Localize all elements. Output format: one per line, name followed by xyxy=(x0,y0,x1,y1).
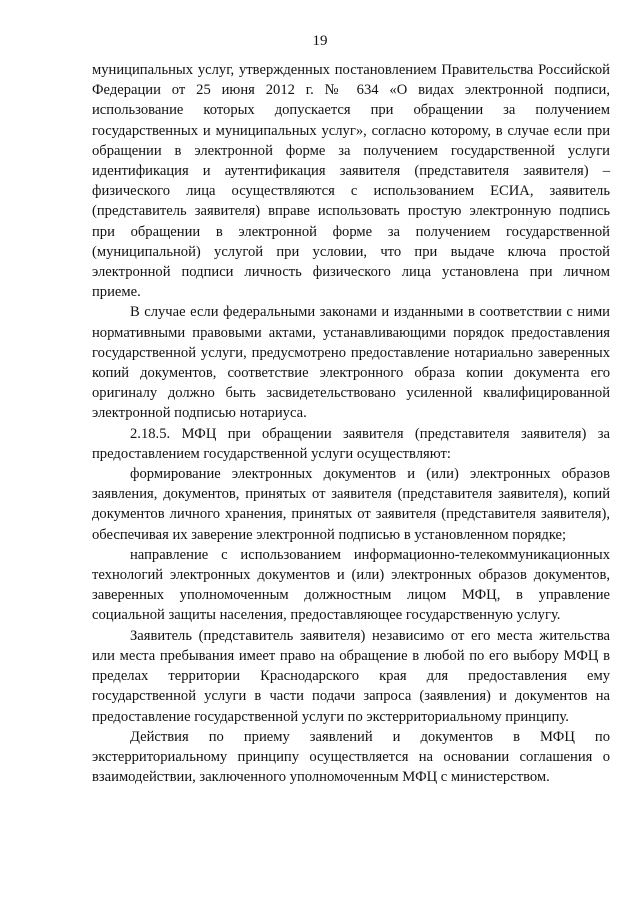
paragraph-clause-2-18-5: 2.18.5. МФЦ при обращении заявителя (представителя заявителя) за предоставлением государственной услуги осуществляют: xyxy=(92,425,610,462)
paragraph-sending-documents: направление с использованием информационно-телекоммуникационных технологий электронных документов и (или) электронных образов документов, заверенных уполномоченным должностным лицом МФЦ, в управление социальной защиты населения, предоставляющее государственную услугу. xyxy=(92,546,610,624)
paragraph-notary-copies: В случае если федеральными законами и изданными в соответствии с ними нормативными правовыми актами, устанавливающими порядок предоставления государственной услуги, предусмотрено предоставление нотариально заверенных копий документов, соответствие электронного образа копии документа его оригиналу должно быть засвидетельствовано усиленной квалифицированной электронной подписью нотариуса. xyxy=(92,304,610,422)
paragraph-continuation: муниципальных услуг, утвержденных постановлением Правительства Российской Федерации от 25 июня 2012 г. № 634 «О видах электронной подписи, использование которых допускается при обращении за получением государственных и муниципальных услуг», согласно которому, в случае если при обращении в электронной форме за получением государственной услуги идентификация и аутентификация заявителя (представителя заявителя) – физического лица осуществляются с использованием ЕСИА, заявитель (представитель заявителя) вправе использовать простую электронную подпись при обращении в электронной форме за получением государственной (муниципальной) услугой при условии, что при выдаче ключа простой электронной подписи личность физического лица установлена при личном приеме. xyxy=(92,62,610,301)
paragraph-forming-documents: формирование электронных документов и (или) электронных образов заявления, документов, принятых от заявителя (представителя заявителя), копий документов личного хранения, принятых от заявителя (представителя заявителя), обеспечивая их заверение электронной подписью в установленном порядке; xyxy=(92,466,610,543)
page-number: 19 xyxy=(312,33,328,49)
document-body xyxy=(92,60,610,787)
paragraph-extraterritorial: Действия по приему заявлений и документов в МФЦ по экстерриториальному принципу осуществляется на основании соглашения о взаимодействии, заключенного уполномоченным МФЦ с министерством. xyxy=(92,728,610,786)
paragraph-applicant-right: Заявитель (представитель заявителя) независимо от его места жительства или места пребывания имеет право на обращение в любой по его выбору МФЦ в пределах территории Краснодарского края для предоставления ему государственной услуги в части подачи запроса (заявления) и документов на предоставление государственной услуги по экстерриториальному принципу. xyxy=(92,627,610,725)
